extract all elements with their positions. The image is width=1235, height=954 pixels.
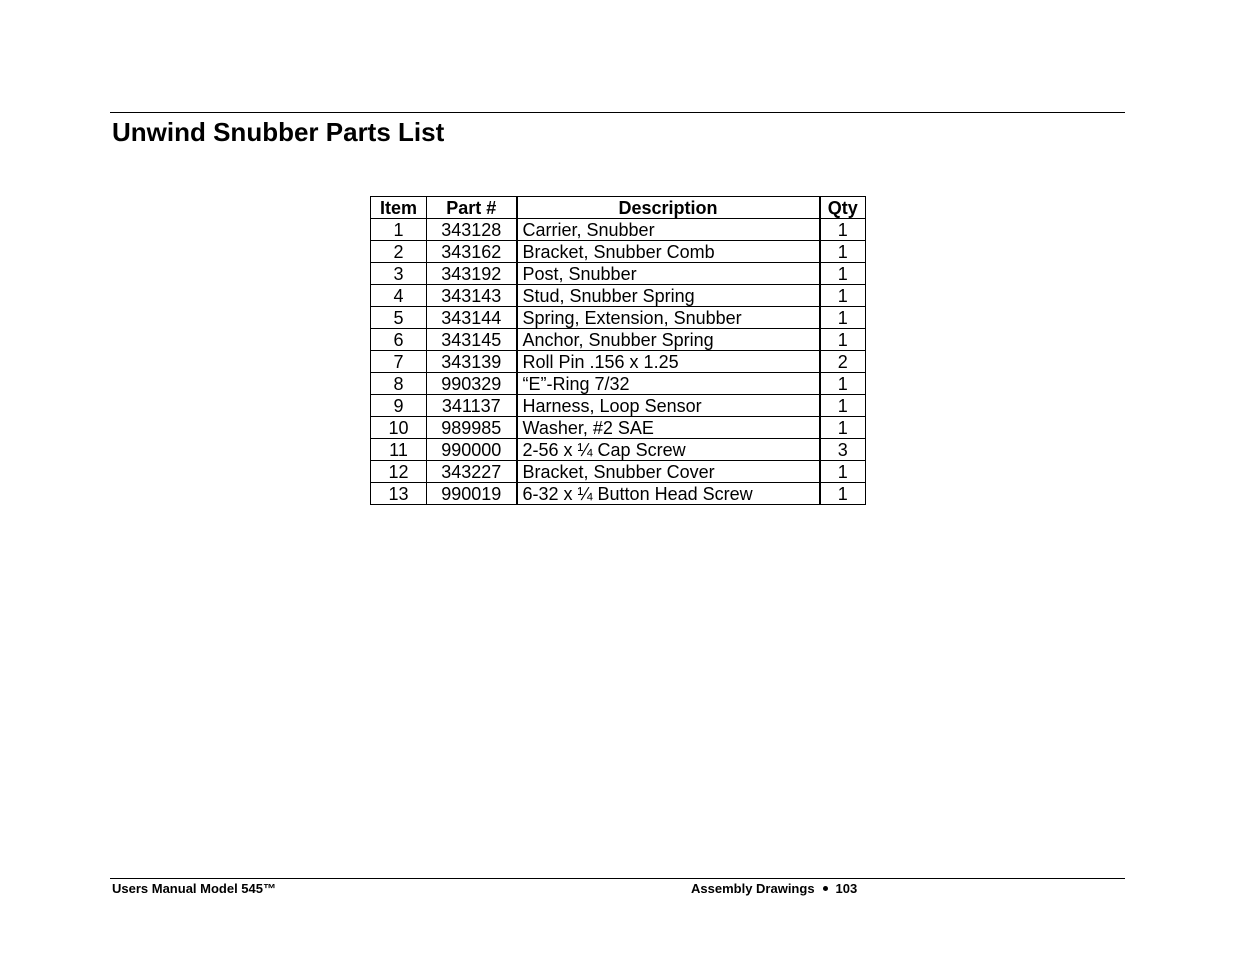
cell-part: 990019 [427, 483, 517, 505]
cell-description: Carrier, Snubber [517, 219, 820, 241]
table-row [371, 417, 866, 439]
footer-section [691, 881, 857, 896]
footer-section-name: Assembly Drawings [691, 881, 815, 896]
cell-item: 10 [371, 417, 427, 439]
cell-part: 990329 [427, 373, 517, 395]
table-row [371, 439, 866, 461]
cell-part: 990000 [427, 439, 517, 461]
table-row [371, 373, 866, 395]
cell-part: 343145 [427, 329, 517, 351]
bullet-icon [823, 886, 828, 891]
cell-qty: 1 [820, 373, 866, 395]
cell-qty: 1 [820, 285, 866, 307]
cell-part: 343139 [427, 351, 517, 373]
cell-part: 343192 [427, 263, 517, 285]
cell-item: 13 [371, 483, 427, 505]
cell-qty: 3 [820, 439, 866, 461]
cell-qty: 1 [820, 395, 866, 417]
cell-part: 343227 [427, 461, 517, 483]
cell-description: Harness, Loop Sensor [517, 395, 820, 417]
column-header-part: Part # [427, 197, 517, 219]
table-row [371, 219, 866, 241]
cell-item: 5 [371, 307, 427, 329]
cell-qty: 1 [820, 263, 866, 285]
cell-qty: 1 [820, 241, 866, 263]
cell-item: 3 [371, 263, 427, 285]
cell-qty: 1 [820, 461, 866, 483]
cell-part: 343162 [427, 241, 517, 263]
cell-qty: 1 [820, 417, 866, 439]
cell-description: Washer, #2 SAE [517, 417, 820, 439]
footer-rule [110, 878, 1125, 879]
table-row [371, 483, 866, 505]
cell-qty: 2 [820, 351, 866, 373]
column-header-qty: Qty [820, 197, 866, 219]
cell-part: 343128 [427, 219, 517, 241]
cell-qty: 1 [820, 483, 866, 505]
cell-part: 341137 [427, 395, 517, 417]
column-header-description: Description [517, 197, 820, 219]
cell-item: 11 [371, 439, 427, 461]
parts-table [370, 196, 866, 505]
cell-item: 2 [371, 241, 427, 263]
cell-part: 343143 [427, 285, 517, 307]
table-row [371, 395, 866, 417]
cell-description: Bracket, Snubber Comb [517, 241, 820, 263]
cell-description: Post, Snubber [517, 263, 820, 285]
cell-qty: 1 [820, 219, 866, 241]
table-row [371, 461, 866, 483]
cell-description: 2-56 x ¼ Cap Screw [517, 439, 820, 461]
cell-description: Roll Pin .156 x 1.25 [517, 351, 820, 373]
table-row [371, 307, 866, 329]
table-row [371, 351, 866, 373]
cell-qty: 1 [820, 307, 866, 329]
footer-manual-title: Users Manual Model 545™ [112, 881, 276, 896]
table-row [371, 285, 866, 307]
table-row [371, 263, 866, 285]
cell-item: 9 [371, 395, 427, 417]
cell-description: “E”-Ring 7/32 [517, 373, 820, 395]
cell-item: 7 [371, 351, 427, 373]
column-header-item: Item [371, 197, 427, 219]
cell-item: 12 [371, 461, 427, 483]
table-header-row [371, 197, 866, 219]
cell-description: 6-32 x ¼ Button Head Screw [517, 483, 820, 505]
cell-description: Spring, Extension, Snubber [517, 307, 820, 329]
cell-item: 4 [371, 285, 427, 307]
cell-description: Bracket, Snubber Cover [517, 461, 820, 483]
cell-part: 989985 [427, 417, 517, 439]
table-row [371, 329, 866, 351]
table-body [371, 219, 866, 505]
page-title: Unwind Snubber Parts List [112, 117, 445, 147]
footer-page-number: 103 [835, 881, 858, 896]
cell-qty: 1 [820, 329, 866, 351]
cell-description: Stud, Snubber Spring [517, 285, 820, 307]
cell-description: Anchor, Snubber Spring [517, 329, 820, 351]
header-rule [110, 112, 1125, 113]
cell-item: 1 [371, 219, 427, 241]
cell-item: 8 [371, 373, 427, 395]
cell-item: 6 [371, 329, 427, 351]
table-row [371, 241, 866, 263]
cell-part: 343144 [427, 307, 517, 329]
